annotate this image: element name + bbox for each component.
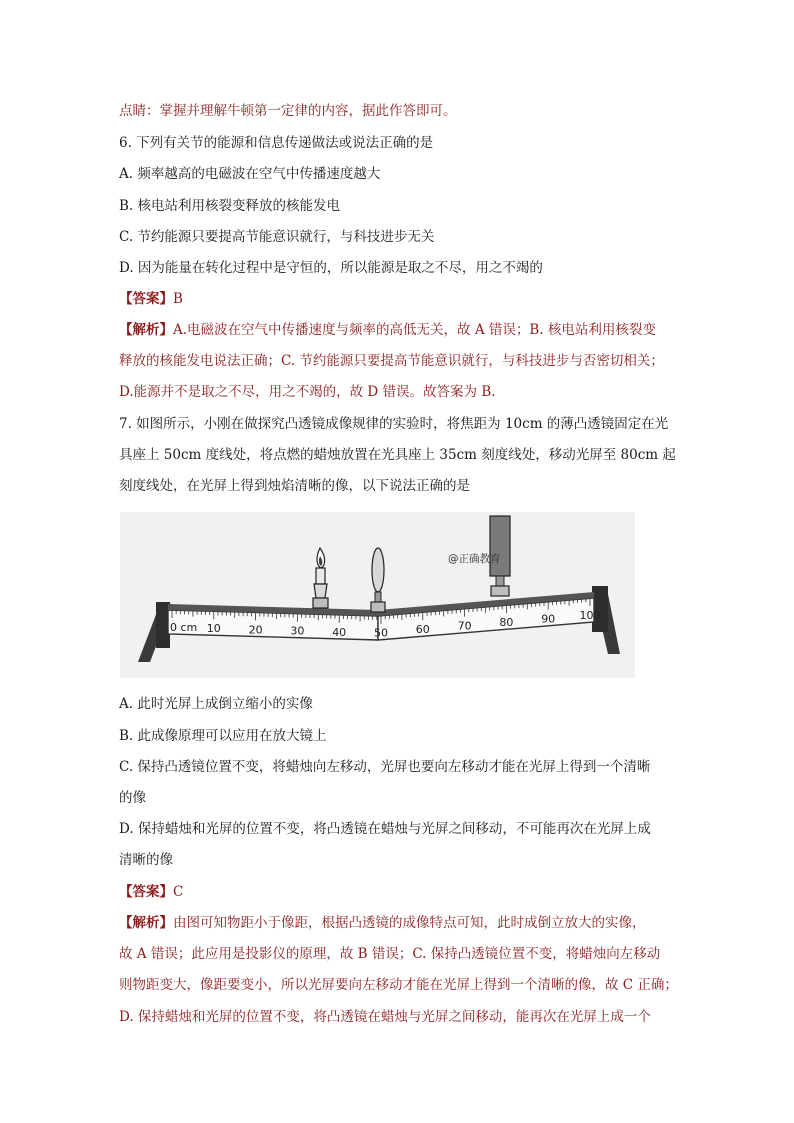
tick-label-20: 20: [248, 623, 263, 637]
q6-answer-label: 【答案】: [119, 291, 173, 307]
tick-label-80: 80: [499, 616, 514, 630]
q7-option-d-line-2: 清晰的像: [119, 852, 173, 868]
q6-option-c: C. 节约能源只要提高节能意识就行，与科技进步无关: [119, 229, 435, 245]
tick-label-10: 10: [206, 622, 221, 636]
q6-analysis-text-1: A.电磁波在空气中传播速度与频率的高低无关，故 A 错误；B. 核电站利用核裂变: [173, 322, 656, 338]
q6-answer-value: B: [173, 291, 183, 307]
q7-analysis-text-1: 由图可知物距小于像距，根据凸透镜的成像特点可知，此时成倒立放大的实像，: [173, 915, 646, 931]
convex-lens-icon: [372, 548, 384, 592]
screen-stem: [496, 576, 504, 586]
q7-stem-line-1: 7. 如图所示，小刚在做探究凸透镜成像规律的实验时，将焦距为 10cm 的薄凸透镜固定在光: [119, 416, 669, 432]
q7-option-a: A. 此时光屏上成倒立缩小的实像: [119, 696, 313, 712]
q7-analysis-label: 【解析】: [119, 915, 173, 931]
lens-stem: [375, 592, 381, 602]
convex-lens: [371, 548, 385, 612]
q7-analysis-line-1: [119, 913, 679, 933]
q7-stem-line-2: 具座上 50cm 度线处，将点燃的蜡烛放置在光具座上 35cm 刻度线处，移动光屏至 80cm 起: [119, 447, 676, 463]
q6-analysis-line-3: D.能源并不是取之不尽，用之不竭的，故 D 错误。故答案为 B.: [119, 384, 496, 400]
tip-line: [119, 101, 679, 121]
q6-analysis-label: 【解析】: [119, 322, 173, 338]
tip-label: 点睛：: [119, 103, 160, 119]
tick-label-50: 50: [374, 626, 388, 640]
q7-analysis-line-2: 故 A 错误；此应用是投影仪的原理，故 B 错误；C. 保持凸透镜位置不变，将蜡烛向左移动: [119, 946, 661, 962]
tick-label-70: 70: [457, 619, 472, 633]
candle: [313, 548, 328, 608]
optical-bench-figure: [120, 512, 635, 678]
q7-option-c-line-1: C. 保持凸透镜位置不变，将蜡烛向左移动，光屏也要向左移动才能在光屏上得到一个清晰: [119, 759, 651, 775]
optical-bench-svg: [120, 512, 635, 678]
lens-slider: [371, 602, 385, 612]
q7-answer-line: [119, 882, 679, 902]
tick-label-90: 90: [541, 612, 556, 626]
q7-answer-label: 【答案】: [119, 884, 173, 900]
q7-option-b: B. 此成像原理可以应用在放大镜上: [119, 728, 327, 744]
tick-label-40: 40: [332, 625, 347, 639]
q7-option-c-line-2: 的像: [119, 790, 146, 806]
candle-holder: [314, 584, 327, 598]
q7-stem-line-3: 刻度线处，在光屏上得到烛焰清晰的像，以下说法正确的是: [119, 478, 470, 494]
q6-answer-line: [119, 289, 679, 309]
light-screen-panel: [490, 516, 510, 576]
candle-body: [316, 568, 325, 584]
q7-analysis-line-3: 则物距变大，像距要变小，所以光屏要向左移动才能在光屏上得到一个清晰的像，故 C 正确；: [119, 977, 678, 993]
q6-stem: 6. 下列有关节的能源和信息传递做法或说法正确的是: [119, 135, 434, 151]
tick-label-0: 0 cm: [170, 621, 198, 634]
tip-text: 掌握并理解牛顿第一定律的内容，据此作答即可。: [159, 103, 457, 119]
q7-answer-value: C: [173, 884, 184, 900]
screen-slider: [491, 586, 509, 596]
tick-label-30: 30: [290, 624, 305, 638]
q7-analysis-line-4: D. 保持蜡烛和光屏的位置不变，将凸透镜在蜡烛与光屏之间移动，能再次在光屏上成一个: [119, 1009, 651, 1025]
candle-slider: [313, 598, 328, 608]
q6-analysis-line-1: [119, 320, 679, 340]
q7-option-d-line-1: D. 保持蜡烛和光屏的位置不变，将凸透镜在蜡烛与光屏之间移动，不可能再次在光屏上成: [119, 821, 651, 837]
tick-label-100: 100: [579, 609, 601, 622]
q6-option-a: A. 频率越高的电磁波在空气中传播速度越大: [119, 166, 381, 182]
q6-analysis-line-2: 释放的核能发电说法正确；C. 节约能源只要提高节能意识就行，与科技进步与否密切相关；: [119, 353, 664, 369]
q6-option-d: D. 因为能量在转化过程中是守恒的，所以能源是取之不尽，用之不竭的: [119, 260, 543, 276]
q6-option-b: B. 核电站利用核裂变释放的核能发电: [119, 198, 341, 214]
tick-label-60: 60: [415, 623, 430, 637]
watermark-text: @正确教育: [448, 553, 501, 565]
